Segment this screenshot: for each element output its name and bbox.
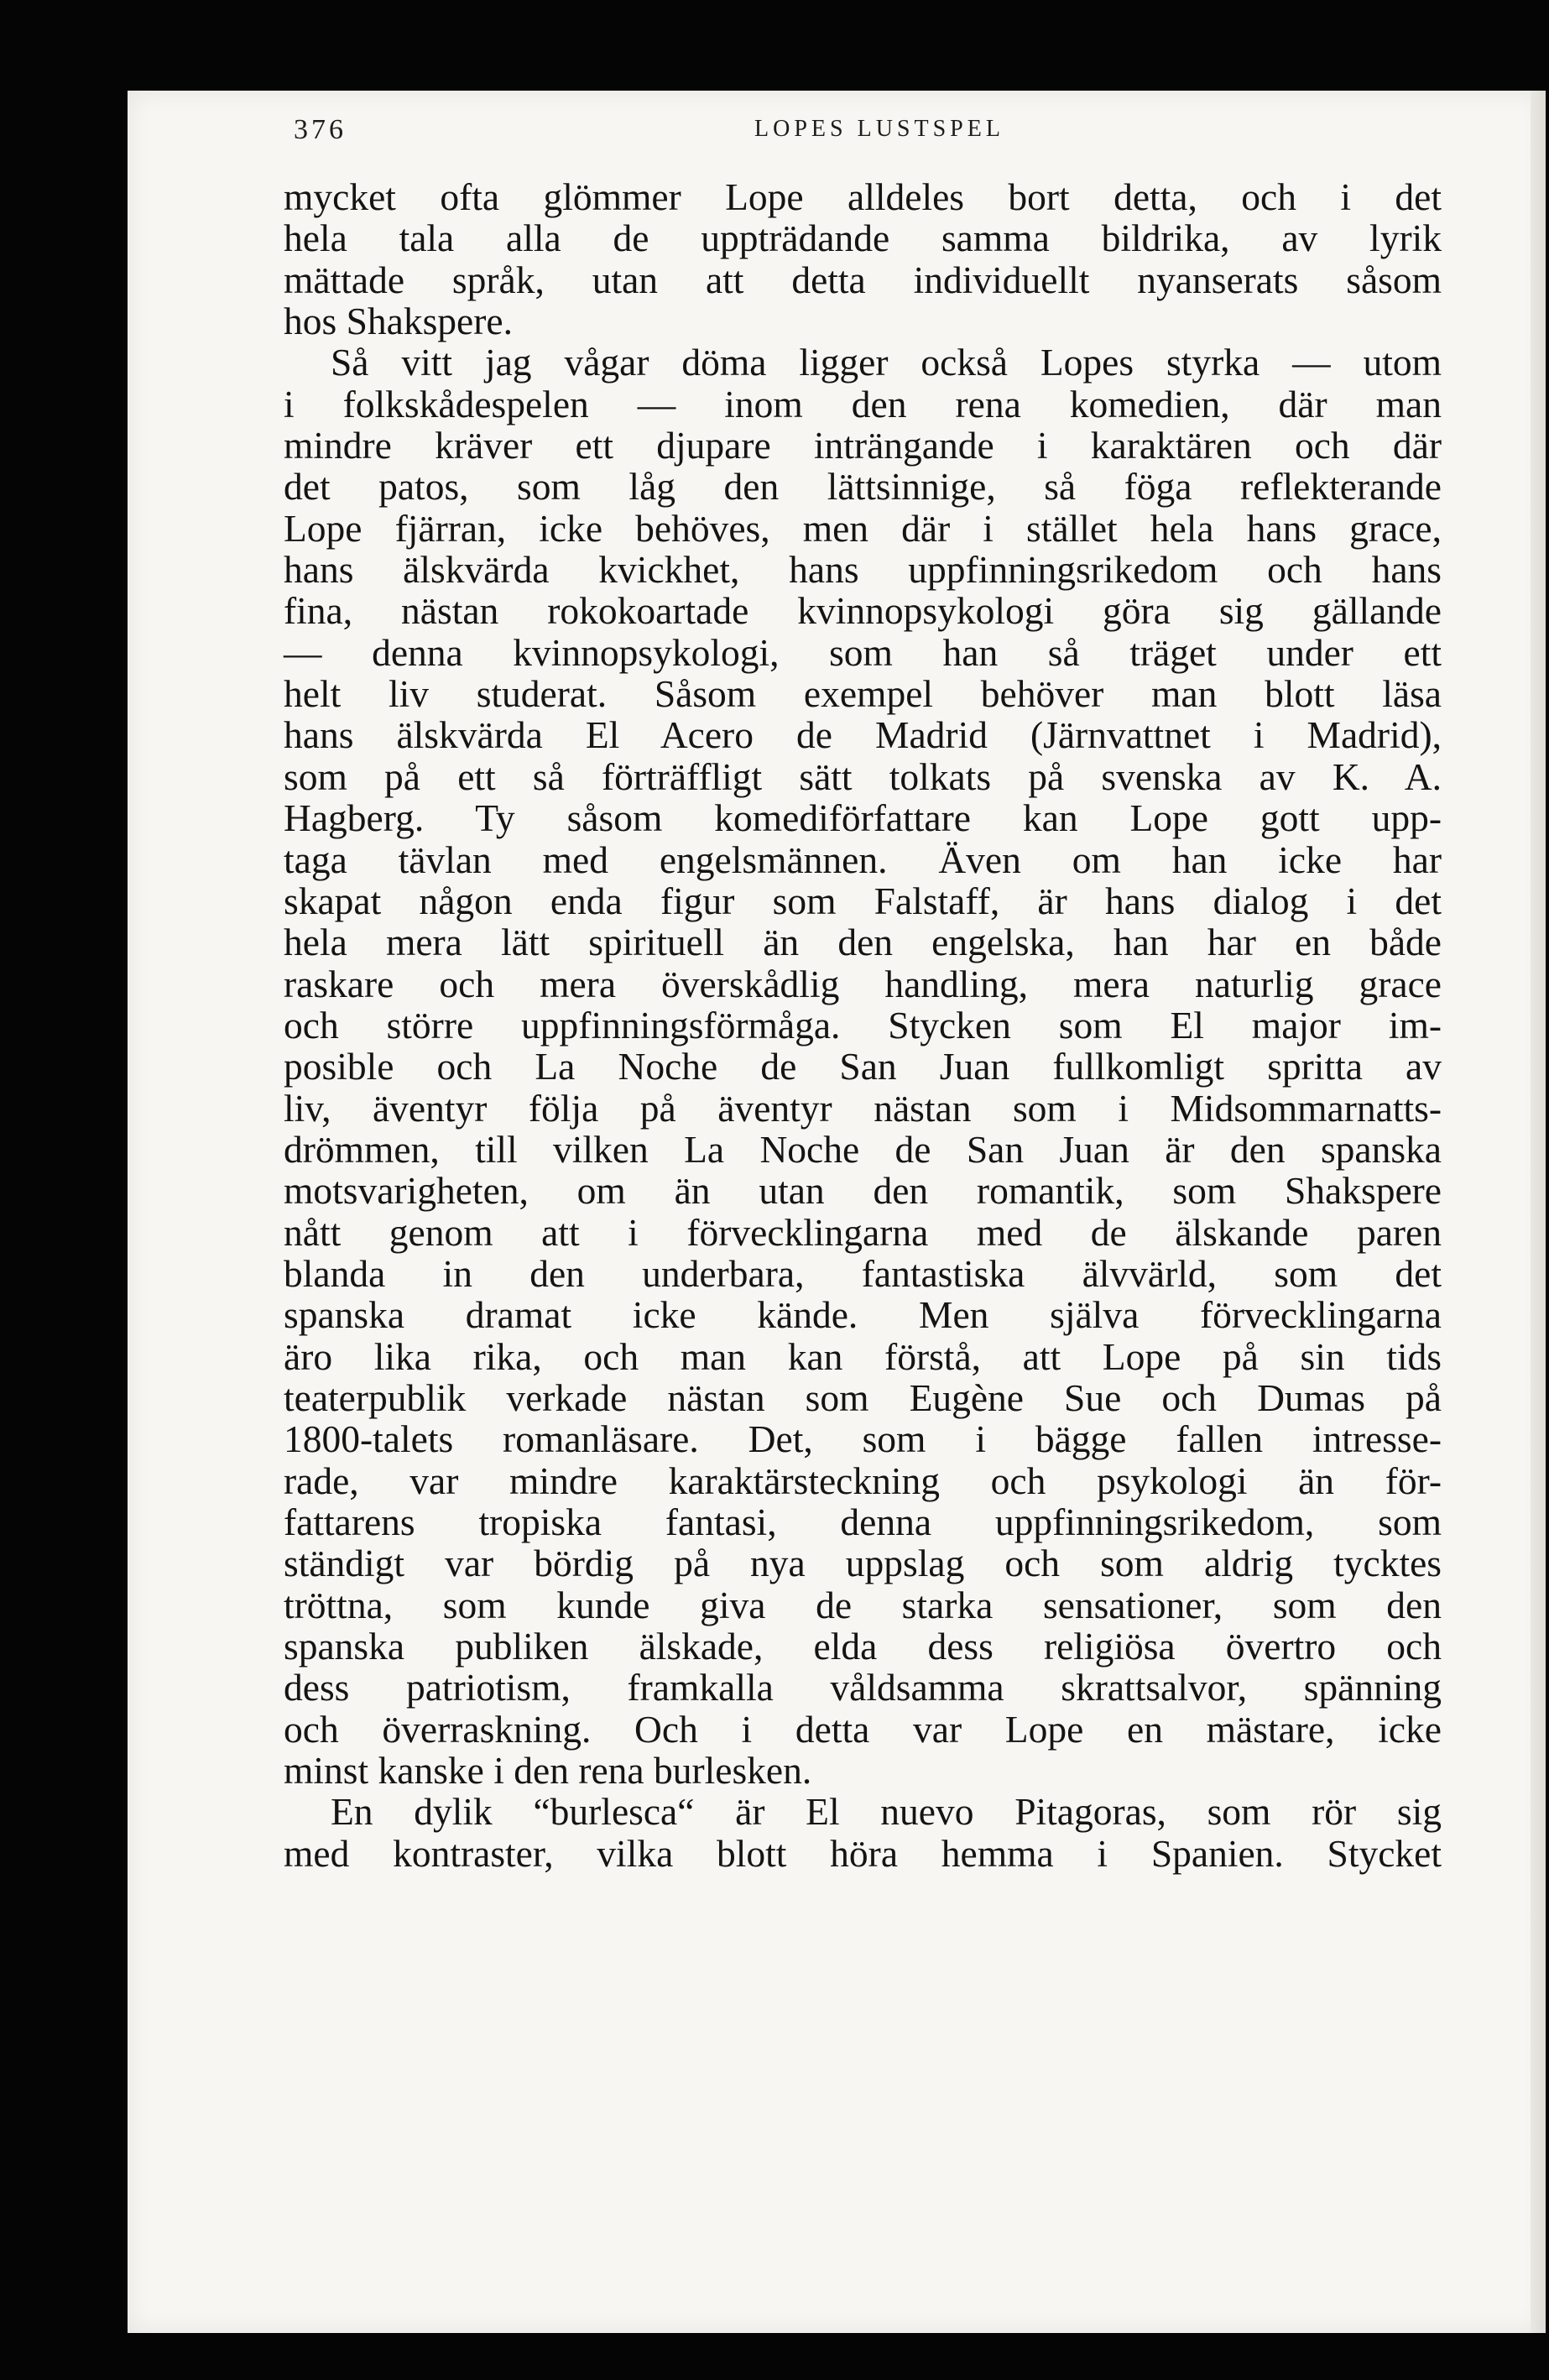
running-title: LOPES LUSTSPEL — [754, 116, 1004, 142]
text-line: hos Shakspere. — [284, 300, 513, 343]
text-line: hela tala alla de uppträdande samma bildrika, av lyrik — [284, 217, 1442, 260]
text-line: spanska publiken älskade, elda dess religiösa övertro och — [284, 1625, 1442, 1668]
text-line: liv, äventyr följa på äventyr nästan som i Midsommarnatts- — [284, 1086, 1442, 1130]
text-line: äro lika rika, och man kan förstå, att Lope på sin tids — [284, 1334, 1442, 1378]
text-line: raskare och mera överskådlig handling, mera naturlig grace — [284, 962, 1442, 1005]
text-line: mindre kräver ett djupare inträngande i karaktären och där — [284, 424, 1442, 467]
text-line: skapat någon enda figur som Falstaff, är hans dialog i det — [284, 879, 1442, 922]
body-text — [284, 176, 1442, 1874]
text-line: dess patriotism, framkalla våldsamma skrattsalvor, spänning — [284, 1666, 1442, 1709]
text-line: posible och La Noche de San Juan fullkomligt spritta av — [284, 1045, 1442, 1088]
text-line: i folkskådespelen — inom den rena komedien, där man — [284, 382, 1442, 425]
text-line: Lope fjärran, icke behöves, men där i stället hela hans grace, — [284, 506, 1442, 550]
text-line: och större uppfinningsförmåga. Stycken som El major im- — [284, 1003, 1442, 1046]
text-line: spanska dramat icke kände. Men själva förvecklingarna — [284, 1293, 1442, 1337]
text-line: 1800-talets romanläsare. Det, som i bägge fallen intresse- — [284, 1417, 1442, 1461]
running-head — [294, 114, 1432, 156]
text-line: drömmen, till vilken La Noche de San Juan är den spanska — [284, 1127, 1442, 1171]
text-line: blanda in den underbara, fantastiska älvvärld, som det — [284, 1251, 1442, 1295]
text-line: mättade språk, utan att detta individuellt nyanserats såsom — [284, 258, 1442, 301]
text-line: hans älskvärda kvickhet, hans uppfinningsrikedom och hans — [284, 548, 1442, 592]
text-line: fina, nästan rokokoartade kvinnopsykologi göra sig gällande — [284, 589, 1442, 633]
text-line: hela mera lätt spirituell än den engelska, han har en både — [284, 921, 1442, 964]
text-line: Hagberg. Ty såsom komediförfattare kan Lope gott upp- — [284, 796, 1442, 840]
text-line: Så vitt jag vågar döma ligger också Lopes styrka — utom — [331, 341, 1442, 384]
text-line: ständigt var bördig på nya uppslag och som aldrig tycktes — [284, 1542, 1442, 1585]
text-line: rade, var mindre karaktärsteckning och psykologi än för- — [284, 1459, 1442, 1502]
text-line: hans älskvärda El Acero de Madrid (Järnvattnet i Madrid), — [284, 713, 1442, 757]
page-edge — [1531, 91, 1546, 2333]
text-line: tröttna, som kunde giva de starka sensationer, som den — [284, 1583, 1442, 1626]
text-line: minst kanske i den rena burlesken. — [284, 1749, 812, 1793]
text-line: taga tävlan med engelsmännen. Även om han icke har — [284, 838, 1442, 881]
text-line: som på ett så förträffligt sätt tolkats på svenska av K. A. — [284, 754, 1442, 798]
text-line: med kontraster, vilka blott höra hemma i Spanien. Stycket — [284, 1831, 1442, 1875]
text-line: helt liv studerat. Såsom exempel behöver man blott läsa — [284, 672, 1442, 716]
text-line: det patos, som låg den lättsinnige, så föga reflekterande — [284, 465, 1442, 509]
text-line: teaterpublik verkade nästan som Eugène Sue och Dumas på — [284, 1375, 1442, 1419]
text-line: och överraskning. Och i detta var Lope en mästare, icke — [284, 1707, 1442, 1751]
text-line: mycket ofta glömmer Lope alldeles bort detta, och i det — [284, 175, 1442, 218]
text-line: fattarens tropiska fantasi, denna uppfinningsrikedom, som — [284, 1501, 1442, 1543]
text-line: — denna kvinnopsykologi, som han så träget under ett — [284, 630, 1442, 674]
text-line: motsvarigheten, om än utan den romantik, som Shakspere — [284, 1169, 1442, 1213]
text-line: En dylik “burlesca“ är El nuevo Pitagoras, som rör sig — [331, 1790, 1442, 1834]
text-line: nått genom att i förvecklingarna med de älskande paren — [284, 1210, 1442, 1254]
page-number: 376 — [294, 114, 347, 145]
